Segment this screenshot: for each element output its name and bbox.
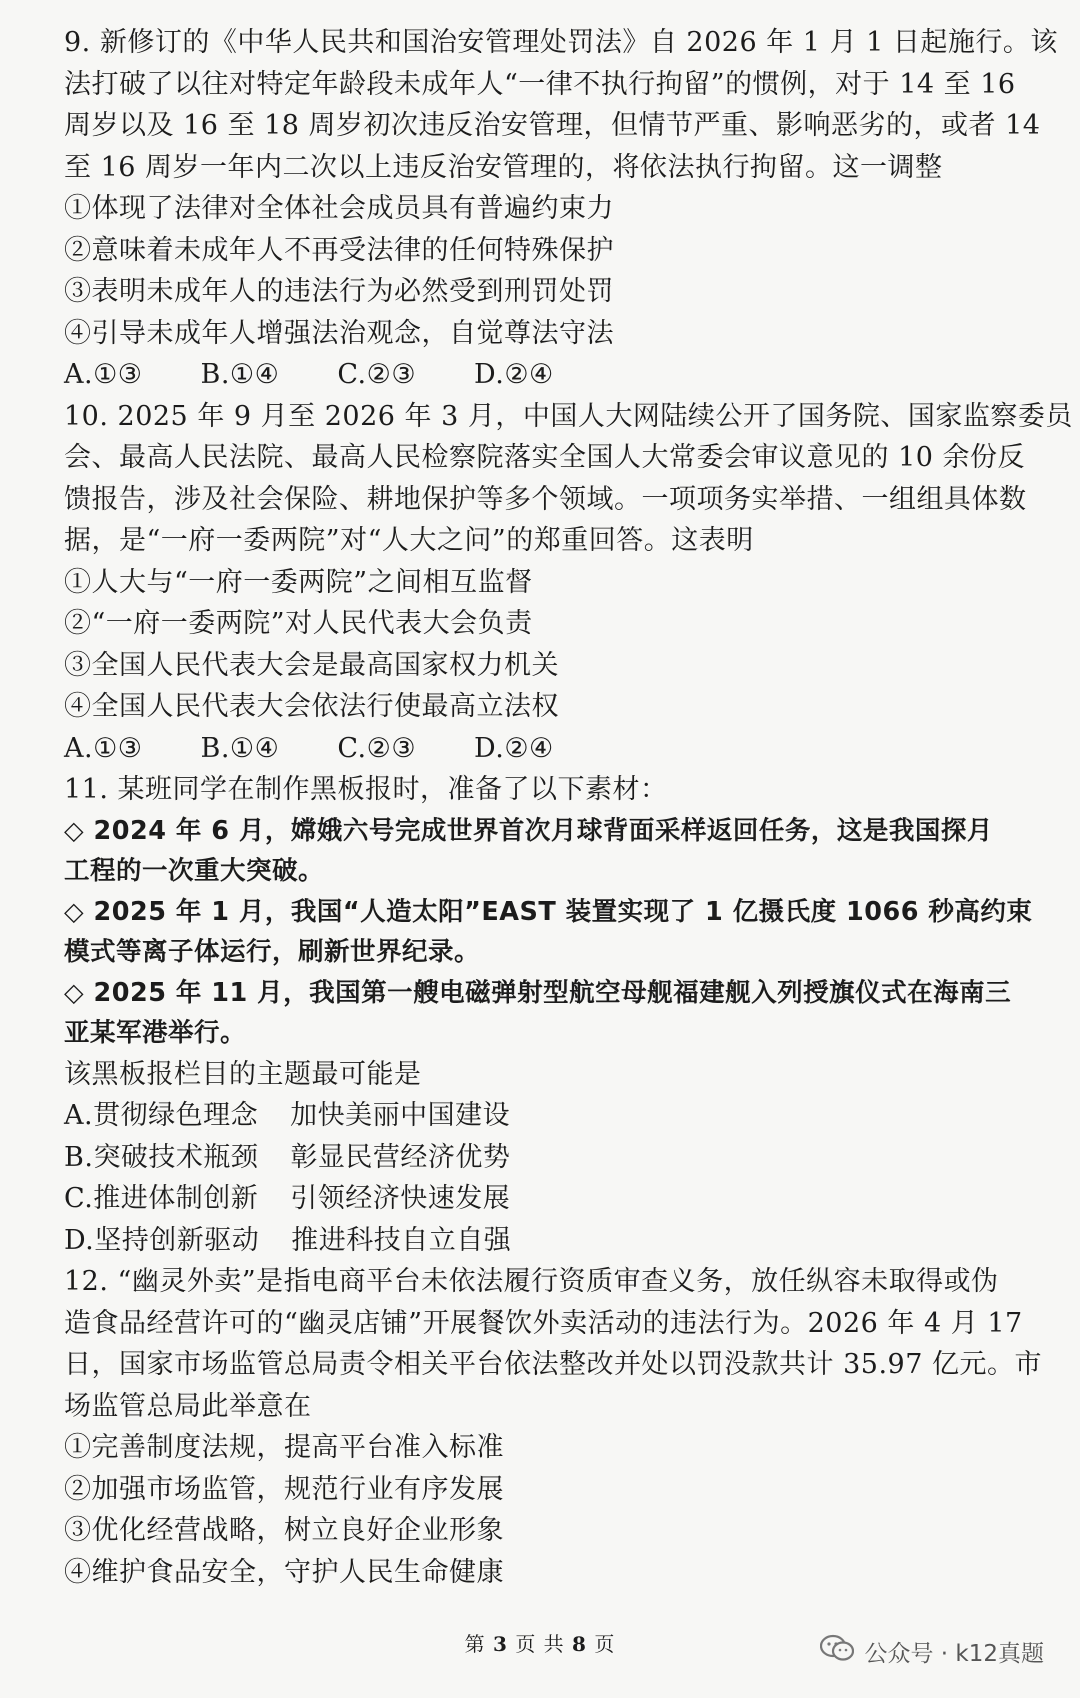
- q10-stem-line: 馈报告，涉及社会保险、耕地保护等多个领域。一项项务实举措、一组组具体数: [64, 483, 1027, 515]
- page-number: 3: [493, 1632, 508, 1656]
- question-12: [64, 1261, 1042, 1593]
- footer-suffix: 页: [594, 1632, 616, 1656]
- q11-option-d: [64, 1220, 1016, 1262]
- q12-statement: ①完善制度法规，提高平台准入标准: [64, 1432, 504, 1463]
- q9-option-b: B.①④: [200, 359, 280, 390]
- option-text: 推进体制创新: [93, 1183, 259, 1214]
- q9-option-d: D.②④: [474, 359, 554, 390]
- footer-middle: 页 共: [515, 1632, 565, 1656]
- q12-statement: ②加强市场监管，规范行业有序发展: [64, 1473, 504, 1505]
- q9-option-c: C.②③: [337, 359, 417, 390]
- option-text: 贯彻绿色理念: [93, 1100, 259, 1131]
- q11-stem: 11. 某班同学在制作黑板报时，准备了以下素材：: [64, 774, 668, 805]
- q12-stem-line: 场监管总局此举意在: [64, 1390, 312, 1422]
- q10-statement: ④全国人民代表大会依法行使最高立法权: [64, 691, 559, 722]
- option-text: 坚持创新驱动: [94, 1224, 260, 1256]
- q11-option-a: [64, 1095, 1016, 1137]
- q10-stem-line: 会、最高人民法院、最高人民检察院落实全国人大常委会审议意见的 10 余份反: [64, 442, 1026, 473]
- page-total: 8: [572, 1632, 587, 1656]
- option-letter: B.: [64, 1141, 94, 1173]
- q11-material-line: 亚某军港举行。: [64, 1018, 247, 1048]
- question-9: [64, 22, 1058, 396]
- question-10: [64, 396, 1073, 770]
- q9-option-a: A.①③: [64, 359, 143, 390]
- q9-statement: ①体现了法律对全体社会成员具有普遍约束力: [64, 193, 614, 224]
- q11-material-line: ◇ 2025 年 11 月，我国第一艘电磁弹射型航空母舰福建舰入列授旗仪式在海南三: [64, 977, 1012, 1008]
- q12-stem-line: 造食品经营许可的“幽灵店铺”开展餐饮外卖活动的违法行为。2026 年 4 月 17: [64, 1307, 1023, 1339]
- q11-question: 该黑板报栏目的主题最可能是: [64, 1058, 422, 1090]
- q11-option-b: [64, 1137, 1016, 1179]
- option-text: 加快美丽中国建设: [290, 1100, 511, 1131]
- question-11: [64, 769, 1033, 1261]
- q10-statement: ②“一府一委两院”对人民代表大会负责: [64, 608, 533, 639]
- option-text: 彰显民营经济优势: [290, 1141, 511, 1173]
- wechat-icon: [820, 1634, 854, 1668]
- q9-stem-line: 至 16 周岁一年内二次以上违反治安管理的，将依法执行拘留。这一调整: [64, 151, 943, 183]
- q9-stem-line: 9. 新修订的《中华人民共和国治安管理处罚法》自 2026 年 1 月 1 日起施行。该: [64, 27, 1058, 58]
- q10-options: [64, 728, 1016, 770]
- q10-stem-line: 10. 2025 年 9 月至 2026 年 3 月，中国人大网陆续公开了国务院、国家监察委员: [64, 400, 1073, 432]
- q11-option-c: [64, 1178, 1016, 1220]
- q11-material-line: ◇ 2025 年 1 月，我国“人造太阳”EAST 装置实现了 1 亿摄氏度 1066 秒高约束: [64, 896, 1033, 927]
- option-letter: C.: [64, 1183, 94, 1214]
- q9-statement: ②意味着未成年人不再受法律的任何特殊保护: [64, 234, 614, 266]
- q10-statement: ③全国人民代表大会是最高国家权力机关: [64, 649, 559, 681]
- q10-option-c: C.②③: [337, 732, 417, 764]
- q10-option-d: D.②④: [474, 732, 554, 764]
- q9-stem-line: 法打破了以往对特定年龄段未成年人“一律不执行拘留”的惯例，对于 14 至 16: [64, 68, 1016, 100]
- q12-statement: ③优化经营战略，树立良好企业形象: [64, 1515, 504, 1546]
- option-text: 引领经济快速发展: [290, 1183, 511, 1214]
- watermark-text: 公众号 · k12真题: [864, 1640, 1044, 1667]
- q9-options: [64, 354, 1016, 396]
- q9-statement: ③表明未成年人的违法行为必然受到刑罚处罚: [64, 276, 614, 307]
- q9-stem-line: 周岁以及 16 至 18 周岁初次违反治安管理，但情节严重、影响恶劣的，或者 14: [64, 110, 1041, 141]
- q10-stem-line: 据，是“一府一委两院”对“人大之问”的郑重回答。这表明: [64, 525, 754, 556]
- watermark: [820, 1634, 1044, 1668]
- option-text: 推进科技自立自强: [291, 1224, 512, 1256]
- option-letter: D.: [64, 1224, 95, 1256]
- q10-option-b: B.①④: [200, 732, 280, 764]
- q10-statement: ①人大与“一府一委两院”之间相互监督: [64, 566, 533, 598]
- q12-stem-line: 12. “幽灵外卖”是指电商平台未依法履行资质审查义务，放任纵容未取得或伪: [64, 1266, 999, 1297]
- option-text: 突破技术瓶颈: [93, 1141, 259, 1173]
- q10-option-a: A.①③: [64, 732, 143, 764]
- q11-material-line: ◇ 2024 年 6 月，嫦娥六号完成世界首次月球背面采样返回任务，这是我国探月: [64, 815, 993, 846]
- q11-material-line: 模式等离子体运行，刷新世界纪录。: [64, 937, 481, 967]
- option-letter: A.: [64, 1100, 94, 1131]
- q11-material-line: 工程的一次重大突破。: [64, 856, 325, 886]
- footer-prefix: 第: [464, 1632, 486, 1656]
- q12-statement: ④维护食品安全，守护人民生命健康: [64, 1556, 504, 1588]
- q12-stem-line: 日，国家市场监管总局责令相关平台依法整改并处以罚没款共计 35.97 亿元。市: [64, 1349, 1042, 1380]
- q9-statement: ④引导未成年人增强法治观念，自觉尊法守法: [64, 317, 614, 349]
